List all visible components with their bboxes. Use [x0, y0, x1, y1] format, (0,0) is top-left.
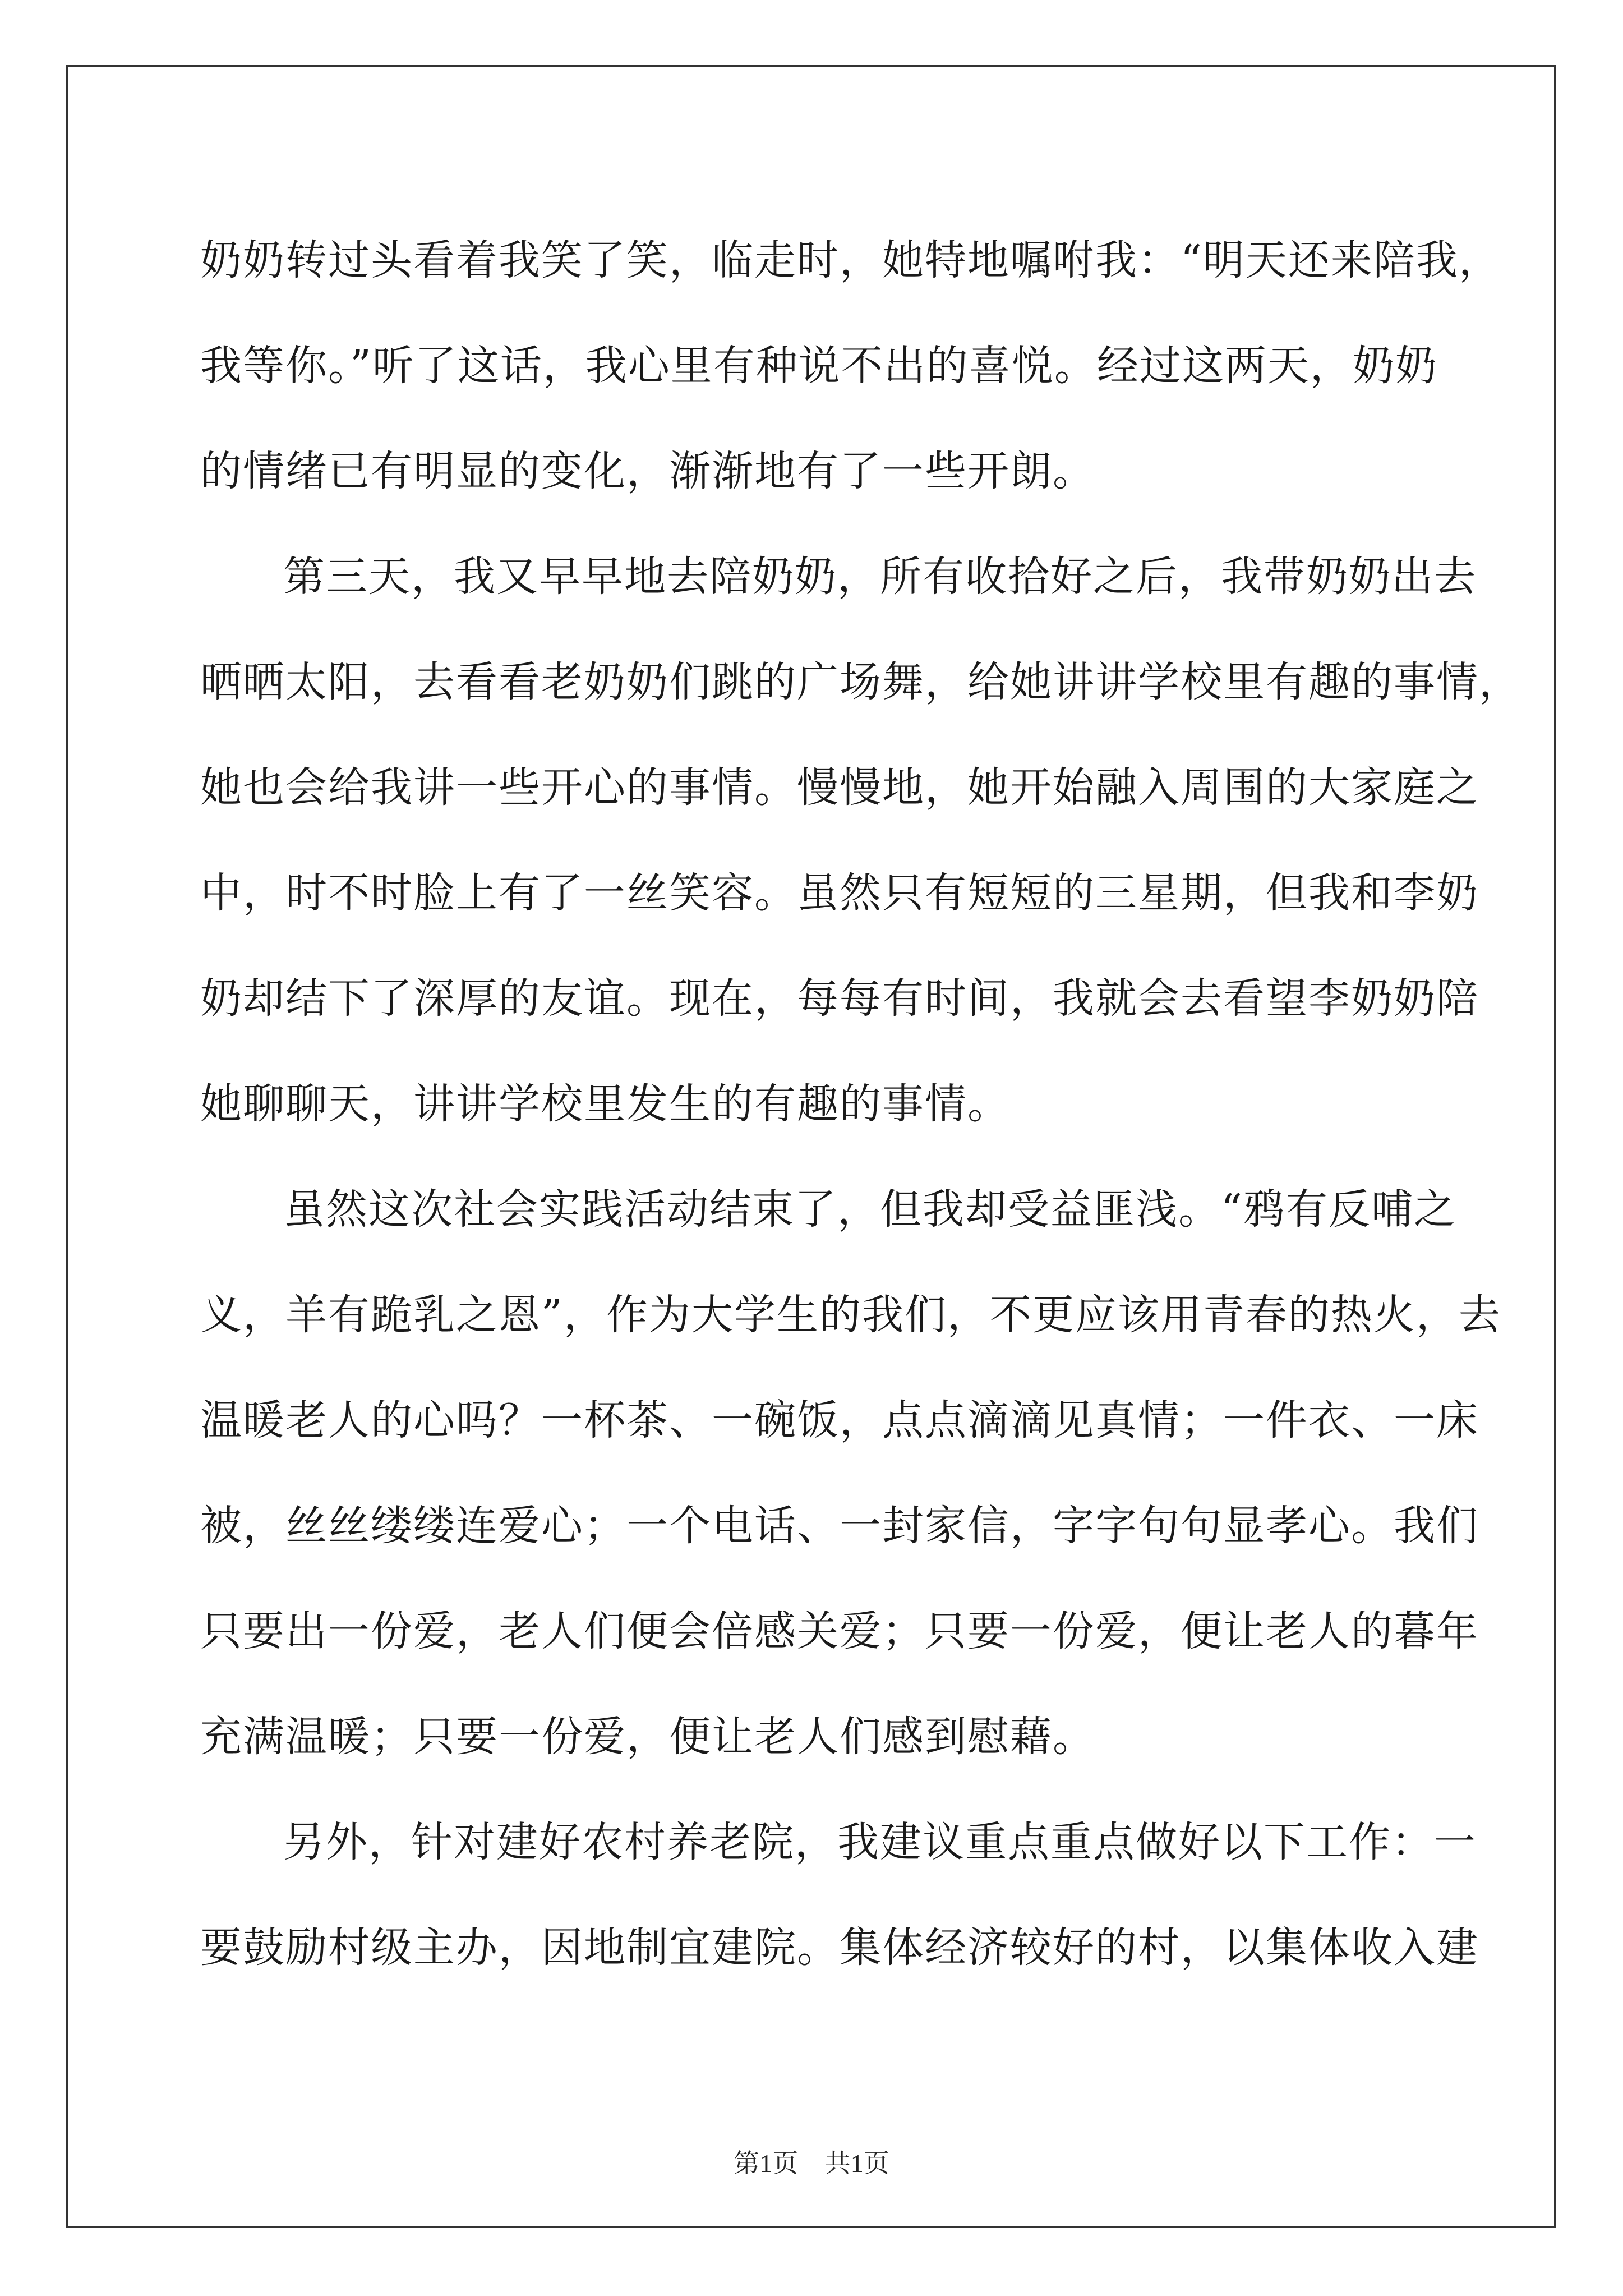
paragraph-start-line: 另外，针对建好农村养老院，我建议重点重点做好以下工作：一: [283, 1818, 1477, 1866]
paragraph-start-line: 虽然这次社会实践活动结束了，但我却受益匪浅。“鸦有反哺之: [283, 1185, 1456, 1234]
text-line: 的情绪已有明显的变化，渐渐地有了一些开朗。: [200, 447, 1095, 495]
text-line: 要鼓励村级主办，因地制宜建院。集体经济较好的村，以集体收入建: [200, 1924, 1479, 1972]
text-line: 只要出一份爱，老人们便会倍感关爱；只要一份爱，便让老人的暮年: [200, 1607, 1479, 1655]
text-line: 奶奶转过头看着我笑了笑，临走时，她特地嘱咐我：“明天还来陪我，: [200, 236, 1501, 284]
page-footer: [0, 2143, 1623, 2180]
text-line: 充满温暖；只要一份爱，便让老人们感到慰藉。: [200, 1713, 1095, 1761]
page-total: 共1页: [824, 2149, 889, 2178]
paragraph-start-line: 第三天，我又早早地去陪奶奶，所有收拾好之后，我带奶奶出去: [283, 553, 1477, 601]
text-line: 中，时不时脸上有了一丝笑容。虽然只有短短的三星期，但我和李奶: [200, 869, 1479, 917]
text-line: 晒晒太阳，去看看老奶奶们跳的广场舞，给她讲讲学校里有趣的事情，: [200, 658, 1521, 706]
text-line: 温暖老人的心吗？一杯茶、一碗饭，点点滴滴见真情；一件衣、一床: [200, 1396, 1479, 1444]
text-line: 义，羊有跪乳之恩”，作为大学生的我们，不更应该用青春的热火，去: [200, 1291, 1501, 1339]
text-line: 她也会给我讲一些开心的事情。慢慢地，她开始融入周围的大家庭之: [200, 763, 1479, 812]
text-line: 被，丝丝缕缕连爱心；一个电话、一封家信，字字句句显孝心。我们: [200, 1502, 1479, 1550]
text-line: 奶却结下了深厚的友谊。现在，每每有时间，我就会去看望李奶奶陪: [200, 974, 1479, 1023]
text-line: 我等你。”听了这话，我心里有种说不出的喜悦。经过这两天，奶奶: [200, 342, 1438, 390]
page-number: 第1页: [734, 2149, 799, 2178]
document-body: [200, 208, 1521, 2000]
text-line: 她聊聊天，讲讲学校里发生的有趣的事情。: [200, 1080, 1010, 1128]
